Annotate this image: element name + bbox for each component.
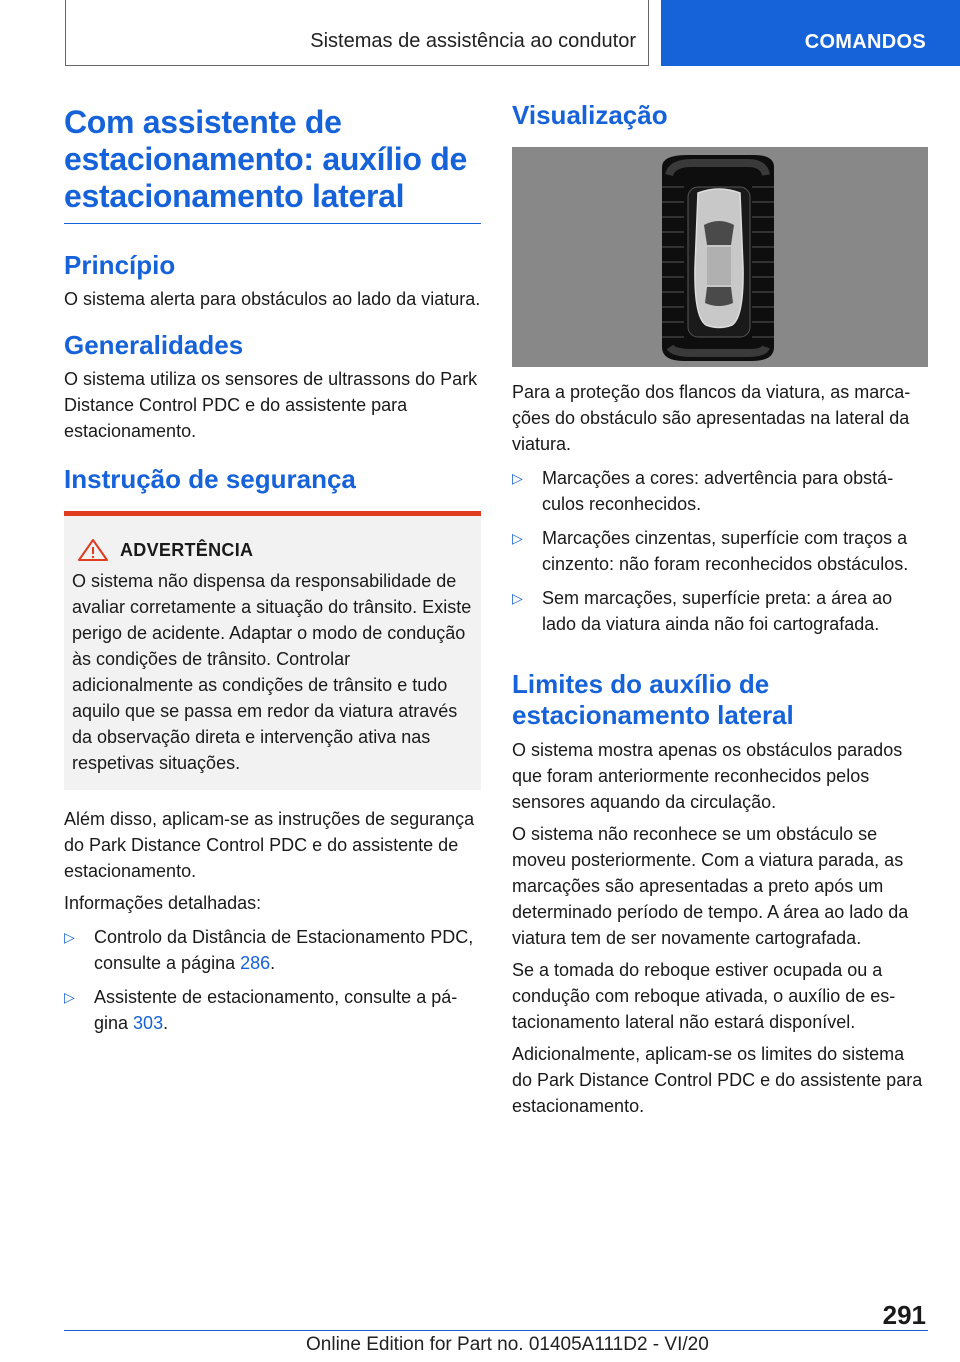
heading-principio: Princípio [64, 250, 176, 280]
text-limites-3: Se a tomada do reboque estiver ocupada ou a condução com reboque ativada, o auxílio de estacionamento lateral não estará disponível. [512, 960, 896, 1032]
section-header-box [65, 0, 649, 66]
bullet-triangle-icon: ▷ [512, 470, 523, 486]
car-top-view-illustration [512, 147, 928, 367]
parking-visualization-image [512, 147, 928, 367]
bullet-triangle-icon: ▷ [512, 530, 523, 546]
bullet-triangle-icon: ▷ [512, 590, 523, 606]
edition-footer: Online Edition for Part no. 01405A111D2 - VI/20 [306, 1334, 709, 1355]
text-extra: Além disso, aplicam-se as instruções de segurança do Park Distance Control PDC e do assistente de estacionamento. [64, 809, 475, 881]
list-item: ▷ Marcações a cores: advertência para obstáculos reconhecidos. [512, 465, 928, 517]
heading-generalidades: Generalidades [64, 330, 244, 360]
right-column [512, 100, 928, 1119]
warning-box [64, 511, 481, 790]
list-item: ▷ Marcações cinzentas, superfície com traços a cinzento: não foram reconhecidos obstáculos. [512, 525, 928, 577]
text-visualizacao: Para a proteção dos flancos da viatura, as marcações do obstáculo são apresentadas na lateral da viatura. [512, 382, 911, 454]
title-rule [64, 223, 481, 224]
page-header [0, 0, 960, 66]
chapter-tab-label: COMANDOS [804, 31, 926, 53]
marking-list [512, 465, 928, 637]
chapter-tab[interactable] [661, 0, 960, 66]
text-principio: O sistema alerta para obstáculos ao lado da viatura. [64, 289, 481, 309]
warning-header [76, 538, 473, 562]
left-column [64, 104, 481, 1036]
section-title: Sistemas de assistência ao condutor [310, 30, 636, 52]
text-generalidades: O sistema utiliza os sensores de ultrassons do Park Distance Control PDC e do assistente para estacionamento. [64, 369, 478, 441]
text-limites-1: O sistema mostra apenas os obstáculos parados que foram anteriormente reconhecidos pelos sensores aquando da circulação. [512, 740, 903, 812]
info-label: Informações detalhadas: [64, 893, 262, 913]
heading-seguranca: Instrução de segurança [64, 464, 356, 494]
bullet-triangle-icon: ▷ [64, 989, 75, 1005]
bullet-triangle-icon: ▷ [64, 929, 75, 945]
heading-limites: Limites do auxílio de estacionamento lateral [512, 669, 794, 730]
reference-list [64, 924, 481, 1036]
heading-visualizacao: Visualização [512, 100, 668, 130]
page-link[interactable]: 286 [240, 953, 271, 973]
page-number: 291 [882, 1300, 926, 1330]
text-limites-2: O sistema não reconhece se um obstáculo se moveu posteriormente. Com a viatura parada, as marcações são apresentadas a preto após um determinado período de tempo. A área ao lado da viatura tem de ser novamente cartografada. [512, 824, 909, 948]
warning-title: ADVERTÊNCIA [120, 539, 254, 560]
warning-text: O sistema não dispensa da responsabilidade de avaliar corretamente a situação do trânsito. Existe perigo de acidente. Adaptar o modo de condução às condições de trânsito. Controlar adicionalmente as condições de trânsito e tudo aquilo que se passa em redor da viatura através da observação direta e intervenção ativa nas respetivas situações. [72, 571, 472, 773]
warning-triangle-icon [76, 538, 110, 562]
list-item: ▷ Sem marcações, superfície preta: a área ao lado da viatura ainda não foi cartografada. [512, 585, 928, 637]
text-limites-4: Adicionalmente, aplicam-se os limites do sistema do Park Distance Control PDC e do assistente para estacionamento. [512, 1044, 923, 1116]
page-link[interactable]: 303 [133, 1013, 164, 1033]
footer-rule [64, 1330, 928, 1331]
page-title: Com assistente de estacionamento: auxílio de estacionamento lateral [64, 104, 467, 214]
reference-item: ▷ Controlo da Distância de Estacionamento PDC, consulte a página 286. [64, 924, 481, 976]
reference-item: ▷ Assistente de estacionamento, consulte a página 303. [64, 984, 481, 1036]
